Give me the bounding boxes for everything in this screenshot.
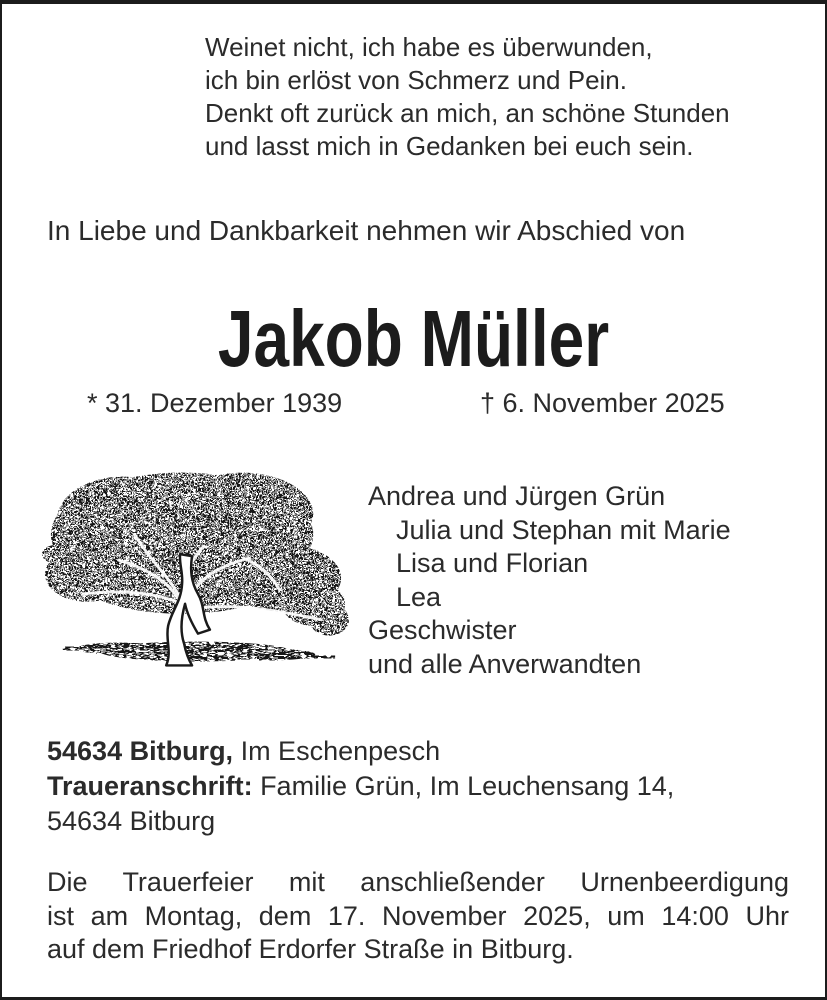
memorial-poem xyxy=(205,31,730,163)
mourners-list xyxy=(368,480,731,681)
mourner-line: und alle Anverwandten xyxy=(368,648,642,679)
funeral-line: ist am Montag, dem 17. November 2025, um 14:00 Uhr xyxy=(47,900,789,931)
address-street: Im Eschenpesch xyxy=(233,736,441,766)
mourner-line: Julia und Stephan mit Marie xyxy=(396,514,731,545)
mourner-line: Andrea und Jürgen Grün xyxy=(368,481,666,511)
poem-line: und lasst mich in Gedanken bei euch sein. xyxy=(205,131,694,161)
address-city-bold: 54634 Bitburg, xyxy=(47,736,234,766)
death-date: † 6. November 2025 xyxy=(480,388,725,418)
address-line xyxy=(47,734,674,769)
funeral-line: Die Trauerfeier mit anschließender Urnenbeerdigung xyxy=(47,867,789,897)
address-line xyxy=(47,769,674,804)
address-line: 54634 Bitburg xyxy=(47,806,216,836)
deceased-name: Jakob Müller xyxy=(217,294,610,383)
life-dates xyxy=(2,388,825,422)
tree-ground xyxy=(63,642,335,662)
poem-line: ich bin erlöst von Schmerz und Pein. xyxy=(205,65,627,95)
poem-line: Denkt oft zurück an mich, an schöne Stunden xyxy=(205,98,730,128)
address-block xyxy=(47,734,674,839)
mourner-line: Geschwister xyxy=(368,615,517,645)
mourner-line: Lea xyxy=(396,581,442,612)
mourning-address-label: Traueranschrift: xyxy=(47,771,253,801)
tree-illustration xyxy=(35,462,353,688)
farewell-intro: In Liebe und Dankbarkeit nehmen wir Abschied von xyxy=(47,215,686,246)
poem-line: Weinet nicht, ich habe es überwunden, xyxy=(205,32,653,62)
mourner-line: Lisa und Florian xyxy=(396,548,589,578)
mourning-address-value: Familie Grün, Im Leuchensang 14, xyxy=(252,771,675,801)
birth-date: * 31. Dezember 1939 xyxy=(87,388,343,418)
funeral-info xyxy=(47,866,789,967)
funeral-line: auf dem Friedhof Erdorfer Straße in Bitburg. xyxy=(47,934,574,964)
